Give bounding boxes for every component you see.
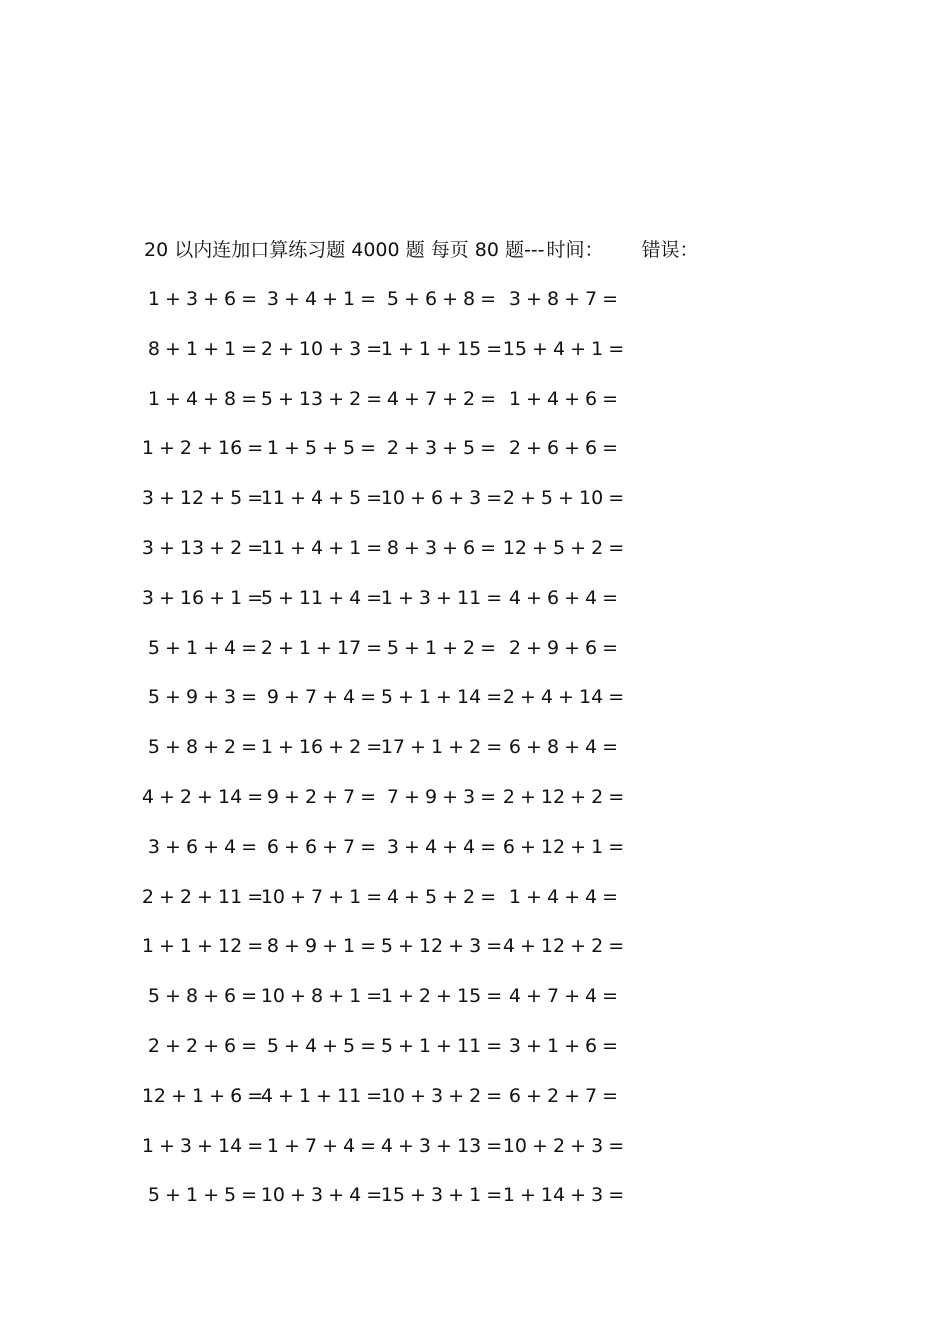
problem-item: 5 + 13 + 2 =	[260, 387, 383, 410]
problem-item: 3 + 4 + 1 =	[266, 288, 377, 310]
problem-row	[140, 883, 640, 933]
problem-item: 5 + 1 + 14 =	[380, 686, 503, 709]
problem-item: 4 + 2 + 14 =	[141, 785, 264, 808]
problem-item: 10 + 3 + 4 =	[260, 1184, 383, 1207]
problem-item: 10 + 2 + 3 =	[502, 1134, 625, 1157]
problem-row	[140, 932, 640, 982]
problem-row	[140, 733, 640, 783]
problem-item: 3 + 8 + 7 =	[508, 288, 619, 310]
problem-item: 5 + 1 + 11 =	[380, 1034, 503, 1057]
problem-grid	[140, 285, 640, 1231]
problem-item: 4 + 7 + 2 =	[386, 387, 497, 410]
problem-item: 5 + 11 + 4 =	[260, 586, 383, 609]
problem-row	[140, 982, 640, 1032]
problem-item: 2 + 5 + 10 =	[502, 487, 625, 510]
problem-row	[140, 534, 640, 584]
problem-item: 5 + 8 + 2 =	[147, 736, 258, 759]
worksheet-header	[144, 236, 699, 264]
problem-item: 15 + 3 + 1 =	[380, 1184, 503, 1207]
problem-row	[140, 634, 640, 684]
problem-row	[140, 385, 640, 435]
problem-item: 2 + 9 + 6 =	[508, 636, 619, 659]
problem-item: 4 + 3 + 13 =	[380, 1134, 503, 1157]
problem-item: 1 + 3 + 6 =	[147, 288, 258, 310]
problem-row	[140, 484, 640, 534]
problem-item: 1 + 2 + 15 =	[380, 985, 503, 1008]
problem-item: 4 + 12 + 2 =	[502, 935, 625, 958]
problem-item: 1 + 4 + 8 =	[147, 387, 258, 410]
problem-row	[140, 1181, 640, 1231]
problem-item: 15 + 4 + 1 =	[502, 337, 625, 360]
problem-item: 5 + 4 + 5 =	[266, 1034, 377, 1057]
problem-item: 1 + 1 + 15 =	[380, 337, 503, 360]
problem-item: 2 + 4 + 14 =	[502, 686, 625, 709]
problem-item: 2 + 6 + 6 =	[508, 437, 619, 460]
problem-row	[140, 683, 640, 733]
problem-item: 6 + 2 + 7 =	[508, 1084, 619, 1107]
error-label: 错误：	[641, 239, 699, 261]
problem-item: 9 + 2 + 7 =	[266, 785, 377, 808]
problem-item: 8 + 3 + 6 =	[386, 536, 497, 559]
problem-item: 17 + 1 + 2 =	[380, 736, 503, 759]
problem-item: 11 + 4 + 5 =	[260, 487, 383, 510]
problem-item: 2 + 3 + 5 =	[386, 437, 497, 460]
problem-item: 8 + 1 + 1 =	[147, 337, 258, 360]
problem-item: 12 + 1 + 6 =	[141, 1084, 264, 1107]
problem-item: 4 + 6 + 4 =	[508, 586, 619, 609]
problem-item: 1 + 3 + 11 =	[380, 586, 503, 609]
problem-item: 5 + 1 + 4 =	[147, 636, 258, 659]
problem-row	[140, 584, 640, 634]
problem-item: 1 + 3 + 14 =	[141, 1134, 264, 1157]
problem-item: 1 + 4 + 4 =	[508, 885, 619, 908]
problem-item: 4 + 7 + 4 =	[508, 985, 619, 1008]
problem-item: 2 + 1 + 17 =	[260, 636, 383, 659]
problem-item: 1 + 7 + 4 =	[266, 1134, 377, 1157]
problem-row	[140, 1082, 640, 1132]
problem-item: 1 + 1 + 12 =	[141, 935, 264, 958]
problem-item: 6 + 8 + 4 =	[508, 736, 619, 759]
problem-item: 5 + 1 + 2 =	[386, 636, 497, 659]
problem-item: 4 + 5 + 2 =	[386, 885, 497, 908]
problem-item: 10 + 3 + 2 =	[380, 1084, 503, 1107]
problem-row	[140, 1032, 640, 1082]
problem-item: 1 + 2 + 16 =	[141, 437, 264, 460]
problem-item: 5 + 12 + 3 =	[380, 935, 503, 958]
problem-item: 11 + 4 + 1 =	[260, 536, 383, 559]
problem-item: 6 + 12 + 1 =	[502, 835, 625, 858]
problem-item: 5 + 1 + 5 =	[147, 1184, 258, 1207]
problem-row	[140, 833, 640, 883]
problem-item: 10 + 7 + 1 =	[260, 885, 383, 908]
problem-item: 2 + 2 + 6 =	[147, 1034, 258, 1057]
problem-item: 2 + 10 + 3 =	[260, 337, 383, 360]
problem-item: 3 + 6 + 4 =	[147, 835, 258, 858]
problem-item: 9 + 7 + 4 =	[266, 686, 377, 709]
problem-item: 3 + 12 + 5 =	[141, 487, 264, 510]
problem-item: 5 + 8 + 6 =	[147, 985, 258, 1008]
problem-row	[140, 783, 640, 833]
problem-item: 10 + 6 + 3 =	[380, 487, 503, 510]
problem-item: 3 + 13 + 2 =	[141, 536, 264, 559]
problem-item: 5 + 6 + 8 =	[386, 288, 497, 310]
problem-item: 6 + 6 + 7 =	[266, 835, 377, 858]
problem-item: 12 + 5 + 2 =	[502, 536, 625, 559]
problem-item: 4 + 1 + 11 =	[260, 1084, 383, 1107]
problem-row	[140, 434, 640, 484]
problem-row	[140, 285, 640, 335]
problem-row	[140, 1132, 640, 1182]
problem-item: 2 + 2 + 11 =	[141, 885, 264, 908]
problem-item: 3 + 1 + 6 =	[508, 1034, 619, 1057]
problem-item: 8 + 9 + 1 =	[266, 935, 377, 958]
problem-item: 5 + 9 + 3 =	[147, 686, 258, 709]
problem-item: 1 + 4 + 6 =	[508, 387, 619, 410]
time-label: 时间：	[546, 239, 604, 261]
problem-item: 3 + 16 + 1 =	[141, 586, 264, 609]
problem-item: 1 + 14 + 3 =	[502, 1184, 625, 1207]
problem-item: 2 + 12 + 2 =	[502, 785, 625, 808]
problem-item: 7 + 9 + 3 =	[386, 785, 497, 808]
problem-item: 10 + 8 + 1 =	[260, 985, 383, 1008]
worksheet-title: 20 以内连加口算练习题 4000 题 每页 80 题---	[144, 239, 545, 261]
problem-item: 1 + 16 + 2 =	[260, 736, 383, 759]
problem-item: 3 + 4 + 4 =	[386, 835, 497, 858]
problem-row	[140, 335, 640, 385]
problem-item: 1 + 5 + 5 =	[266, 437, 377, 460]
